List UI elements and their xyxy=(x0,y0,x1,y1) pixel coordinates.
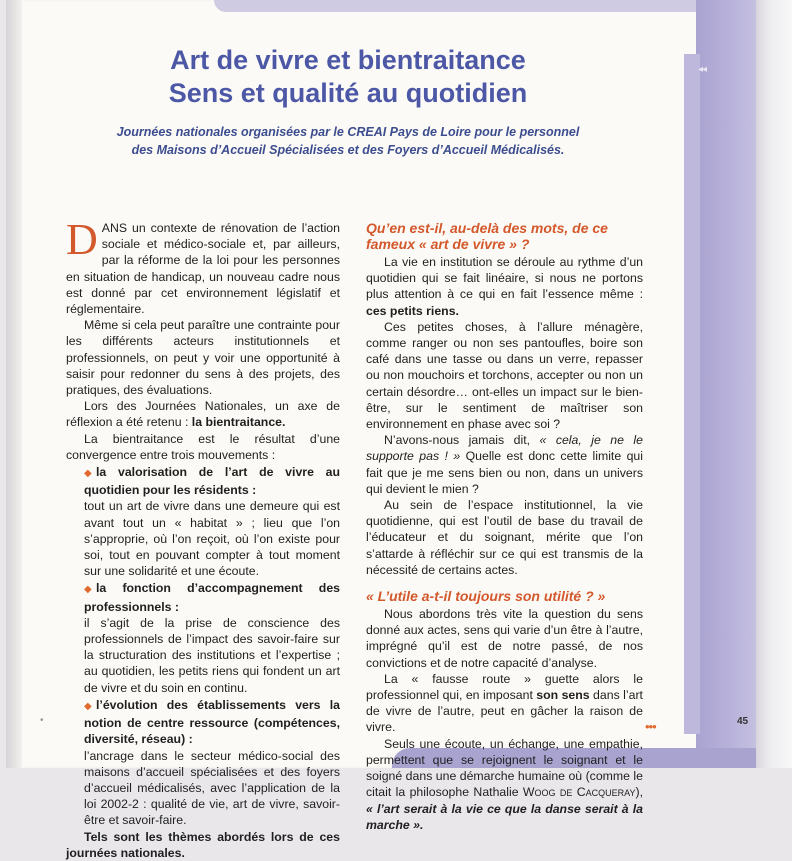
right-paragraph-7-b: ), xyxy=(635,785,643,800)
bullet-2-heading-text: la fonction d’accompagnement des professionnels : xyxy=(84,581,340,614)
page-number: 45 xyxy=(737,716,749,727)
title-line-2: Sens et qualité au quotidien xyxy=(168,78,528,108)
page-title xyxy=(0,44,696,110)
drop-cap: D xyxy=(66,215,98,264)
page-spine-shadow xyxy=(6,0,22,768)
diamond-bullet-icon: ◆ xyxy=(84,584,92,596)
bleed-arrows-icon: ◂◂ xyxy=(698,64,707,75)
right-paragraph-7-quote: « l’art serait à la vie ce que la danse serait à la marche ». xyxy=(366,801,643,832)
title-line-1: Art de vivre et bientraitance xyxy=(170,45,526,75)
right-paragraph-6 xyxy=(366,671,643,736)
right-paragraph-2: Ces petites choses, à l’allure ménagère, comme ranger ou non ses pantoufles, boire son café dans une tasse ou dans un verre, repasser ou non mouchoirs et torchons, accepter ou non un certain désordre… ont-elles un impact sur le bien-être, sur le sentiment de maîtriser son environnement en phase avec soi ? xyxy=(366,319,643,432)
bullet-3-heading-text: l’évolution des établissements vers la notion de centre ressource (compétences, diversité, réseau) : xyxy=(84,697,340,747)
section-heading-utile: « L’utile a-t-il toujours son utilité ? » xyxy=(366,588,606,605)
subtitle-line-2: des Maisons d’Accueil Spécialisées et des Foyers d’Accueil Médicalisés. xyxy=(131,143,565,157)
right-column xyxy=(366,220,643,833)
paragraph-3-text: Lors des Journées Nationales, un axe de réflexion a été retenu : xyxy=(66,399,340,430)
section-heading-art-de-vivre: Qu’en est-il, au-delà des mots, de ce fameux « art de vivre » ? xyxy=(366,220,608,252)
bullet-2-body: il s’agit de la prise de conscience des professionnels de l’impact des savoir-faire sur la structuration des institutions et l’expertise ; au quotidien, les petits riens qui fondent un art de vivre et du soin en continu. xyxy=(84,615,340,695)
margin-mark-icon: • xyxy=(40,715,44,726)
right-paragraph-6-bold: son sens xyxy=(536,688,590,703)
bullet-2-heading xyxy=(66,580,340,614)
left-column xyxy=(66,215,340,861)
bullet-3-heading xyxy=(66,697,340,748)
right-paragraph-3-quote: « cela, je ne le supporte pas ! » xyxy=(366,433,643,464)
right-paragraph-1-text: La vie en institution se déroule au rythme d’un quotidien qui se fait linéaire, si nous ne portons plus attention à ce qui en fait l’essence même : xyxy=(366,255,643,302)
page-edge xyxy=(756,0,792,768)
right-paragraph-6-b: dans l’art de vivre de l’autre, peut en gâcher la raison de vivre. xyxy=(366,688,643,735)
diamond-bullet-icon: ◆ xyxy=(84,468,92,480)
lavender-top-band xyxy=(214,0,754,12)
paragraph-4: La bientraitance est le résultat d’une convergence entre trois mouvements : xyxy=(66,431,340,462)
paragraph-3-bold: la bientraitance. xyxy=(191,415,286,430)
subtitle-line-1: Journées nationales organisées par le CREAI Pays de Loire pour le personnel xyxy=(116,125,580,139)
closing-text: Tels sont les thèmes abordés lors de ces journées nationales. xyxy=(66,829,340,860)
intro-paragraph xyxy=(66,215,340,317)
intro-text: ANS un contexte de rénovation de l’action sociale et médico-sociale et, par ailleurs, par la réforme de la loi pour les personnes en situation de handicap, un nouveau cadre nous est donné par cet environnement législatif et réglementaire. xyxy=(66,221,340,317)
right-paragraph-5: Nous abordons très vite la question du sens donné aux actes, sens qui varie d’un être à l’autre, imprégné qu’il est de notre passé, de nos convictions et de notre capacité d’analyse. xyxy=(366,607,643,670)
right-paragraph-7-a: Seuls une écoute, un échange, une empathie, permettent que se rejoignent le soignant et le soigné dans une démarche humaine où (comme le citait la philosophe Nathalie xyxy=(366,736,643,800)
bullet-1-body: tout un art de vivre dans une demeure qui est avant tout un « habitat » ; lieu que l’on s’approprie, où l’on reçoit, où l’on existe pour soi, tout en pouvant compter à tout moment sur une solidarité et une écoute. xyxy=(84,499,340,579)
philosopher-name: Woog de Cacqueray xyxy=(522,785,636,800)
decorative-dots-icon: ••• xyxy=(645,719,656,734)
page-subtitle xyxy=(0,123,696,159)
paragraph-3 xyxy=(66,398,340,430)
right-paragraph-6-a: La « fausse route » guette alors le professionnel qui, en imposant xyxy=(366,671,643,703)
right-paragraph-1 xyxy=(366,254,643,319)
right-paragraph-4: Au sein de l’espace institutionnel, la vie quotidienne, qui est l’outil de base du travail de l’éducateur et du soignant, mérite que l’on s’attarde à réfléchir sur ce qui est transmis de la nécessité de certains actes. xyxy=(366,498,643,577)
paragraph-2: Même si cela peut paraître une contrainte pour les différents acteurs institutionnels et professionnels, on peut y voir une opportunité à saisir pour redonner du sens à des projets, des pratiques, des évaluations. xyxy=(66,318,340,398)
right-paragraph-3-a: N’avons-nous jamais dit, xyxy=(384,433,540,448)
diamond-bullet-icon: ◆ xyxy=(84,700,92,712)
right-paragraph-3 xyxy=(366,432,643,497)
right-paragraph-7 xyxy=(366,736,643,833)
bullet-1-heading xyxy=(66,464,340,498)
bullet-1-heading-text: la valorisation de l’art de vivre au quotidien pour les résidents : xyxy=(84,465,340,498)
closing-paragraph xyxy=(66,829,340,861)
right-paragraph-1-bold: ces petits riens. xyxy=(366,303,459,318)
right-paragraph-3-b: Quelle est donc cette limite qui fait que je me sens bien ou non, dans un univers qui devient le mien ? xyxy=(366,449,643,496)
bullet-3-body: l’ancrage dans le secteur médico-social des maisons d’accueil spécialisées et des foyers d’accueil médicalisés, avec l’application de la loi 2002-2 : qualité de vie, art de vivre, savoir-être et savoir-faire. xyxy=(84,748,340,828)
lavender-side-band xyxy=(696,0,756,768)
